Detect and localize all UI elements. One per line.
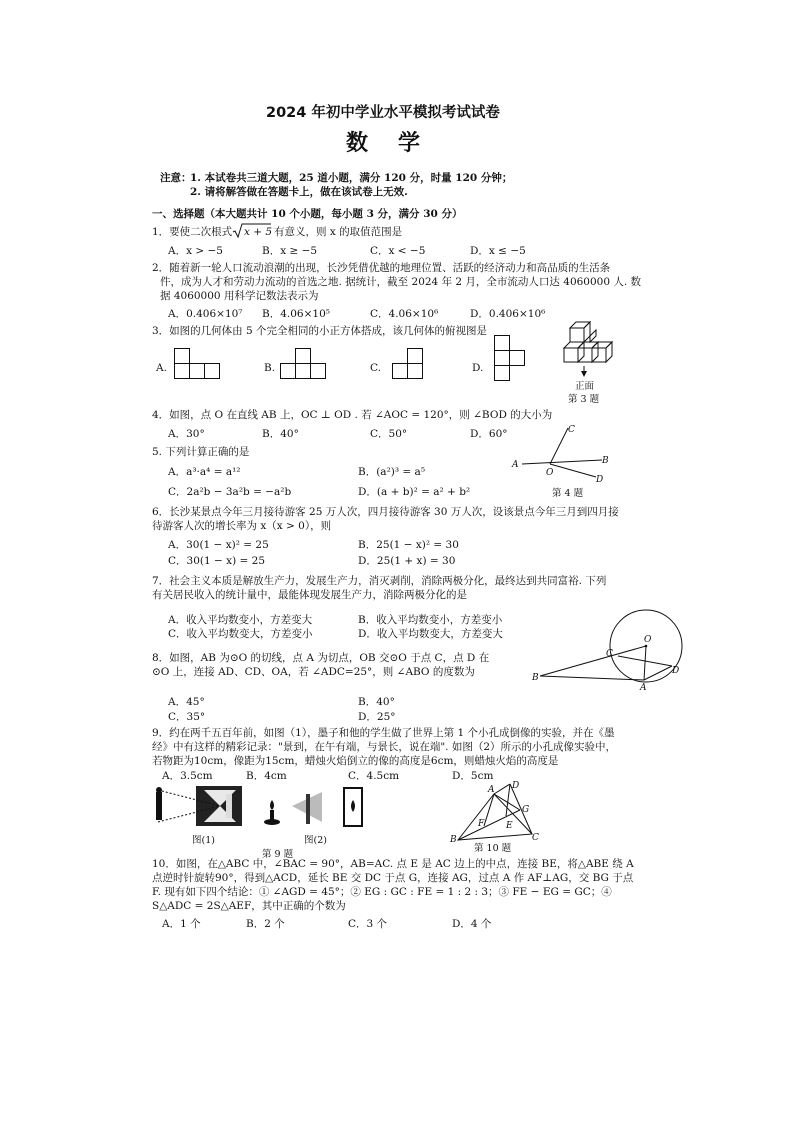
q10-point-g: G [522, 805, 530, 815]
notice-line-2: 2. 请将解答做在答题卡上，做在该试卷上无效. [190, 186, 408, 198]
q4-option-b[interactable]: B．40° [262, 428, 299, 440]
q4-figure [510, 422, 610, 484]
q1-option-b[interactable]: B．x ≥ −5 [262, 245, 318, 257]
q4-point-a: A [512, 460, 519, 470]
q8-option-d[interactable]: D．25° [358, 711, 396, 723]
q2-option-b[interactable]: B．4.06×10⁵ [262, 308, 330, 320]
notice-line-1: 1. 本试卷共三道大题，25 道小题，满分 120 分，时量 120 分钟； [190, 172, 513, 184]
q10-point-e: E [506, 821, 513, 831]
q1-option-d[interactable]: D．x ≤ −5 [470, 245, 526, 257]
q8-point-d: D [672, 666, 680, 676]
q10-option-b[interactable]: B．2 个 [246, 918, 285, 930]
q2-option-c[interactable]: C．4.06×10⁶ [370, 308, 439, 320]
q10-point-d: D [512, 781, 520, 791]
q8-option-a[interactable]: A．45° [168, 696, 205, 708]
q5-option-a[interactable]: A．a³·a⁴ = a¹² [168, 466, 241, 478]
q8-line-2: ⊙O 上，连接 AD、CD、OA，若 ∠ADC=25°，则 ∠ABO 的度数为 [152, 666, 475, 678]
q10-point-b: B [450, 835, 457, 845]
q3-front-label: 正面 [575, 381, 595, 392]
q8-point-b: B [532, 673, 539, 683]
q2-line-2: 件，成为人才和劳动力流动的首选之地. 据统计，截至 2024 年 2 月，全市流动人口达 4060000 人. 数 [160, 276, 642, 288]
q5-option-d[interactable]: D．(a + b)² = a² + b² [358, 486, 471, 498]
q8-line-1: 8．如图，AB 为⊙O 的切线，点 A 为切点，OB 交⊙O 于点 C，点 D 在 [152, 652, 490, 664]
q10-option-a[interactable]: A．1 个 [162, 918, 201, 930]
q4-option-c[interactable]: C．50° [370, 428, 408, 440]
q1-radicand: x + 5 [244, 226, 273, 238]
q3-option-d-label[interactable]: D. [472, 362, 484, 374]
q1-option-a[interactable]: A．x > −5 [168, 245, 223, 257]
q10-line-3: F. 现有如下四个结论：① ∠AGD = 45°；② EG : GC : FE = 1 : 2 : 3；③ FE − EG = GC；④ [152, 886, 612, 898]
q9-option-a[interactable]: A．3.5cm [162, 770, 213, 782]
q10-figure [448, 780, 548, 845]
q10-point-c: C [532, 833, 539, 843]
q8-figure [530, 614, 690, 694]
q9-option-c[interactable]: C．4.5cm [348, 770, 400, 782]
q8-point-c: C [606, 649, 613, 659]
q6-option-a[interactable]: A．30(1 − x)² = 25 [168, 539, 269, 551]
q1-stem-a: 1．要使二次根式 [152, 226, 233, 238]
q9-fig1-label: 图(1) [192, 835, 215, 846]
q5-option-c[interactable]: C．2a²b − 3a²b = −a²b [168, 486, 292, 498]
q4-point-c: C [568, 425, 575, 435]
q1-stem-b: 有意义，则 x 的取值范围是 [274, 226, 403, 238]
q6-option-c[interactable]: C．30(1 − x) = 25 [168, 555, 265, 567]
q3-stem: 3．如图的几何体由 5 个完全相同的小正方体搭成，该几何体的俯视图是 [152, 325, 488, 337]
q7-option-c[interactable]: C．收入平均数变大，方差变小 [168, 628, 313, 640]
q5-option-b[interactable]: B．(a²)³ = a⁵ [358, 466, 426, 478]
q8-option-c[interactable]: C．35° [168, 711, 206, 723]
q10-option-d[interactable]: D．4 个 [452, 918, 492, 930]
q4-stem: 4．如图，点 O 在直线 AB 上，OC ⊥ OD . 若 ∠AOC = 120°，则 ∠BOD 的大小为 [152, 409, 553, 421]
q9-line-1: 9．约在两千五百年前，如图（1），墨子和他的学生做了世界上第 1 个小孔成倒像的实验，并在《墨 [152, 727, 615, 739]
section-heading: 一、选择题（本大题共计 10 个小题，每小题 3 分，满分 30 分） [152, 208, 463, 220]
q3-option-c-label[interactable]: C. [370, 362, 381, 374]
q7-line-2: 有关居民收入的统计量中，最能体现发展生产力，消除两极分化的是 [152, 589, 467, 601]
q9-option-b[interactable]: B．4cm [246, 770, 287, 782]
q9-fig2-label: 图(2) [304, 835, 327, 846]
q3-option-a-label[interactable]: A. [156, 362, 167, 374]
q8-point-a: A [640, 683, 647, 693]
q3-option-b-label[interactable]: B. [264, 362, 276, 374]
q10-point-a: A [488, 785, 495, 795]
q4-caption: 第 4 题 [552, 488, 584, 499]
q4-point-b: B [602, 456, 609, 466]
q5-stem: 5. 下列计算正确的是 [152, 446, 250, 458]
q7-option-a[interactable]: A．收入平均数变小，方差变大 [168, 614, 313, 626]
q10-point-f: F [478, 819, 485, 829]
q7-option-b[interactable]: B．收入平均数变小，方差变小 [358, 614, 503, 626]
q4-point-o: O [546, 468, 554, 478]
q7-option-d[interactable]: D．收入平均数变大，方差变大 [358, 628, 503, 640]
subject-title: 数学 [346, 131, 451, 156]
q4-point-d: D [596, 475, 604, 485]
q9-figure-2 [262, 784, 372, 830]
q6-line-1: 6．长沙某景点今年三月接待游客 25 万人次，四月接待游客 30 万人次，设该景点今年三月到四月接 [152, 506, 619, 518]
q8-option-b[interactable]: B．40° [358, 696, 395, 708]
q3-solid-figure [560, 320, 620, 382]
q9-line-3: 若物距为10cm，像距为15cm，蜡烛火焰倒立的像的高度是6cm，则蜡烛火焰的高度是 [152, 755, 559, 767]
q10-caption: 第 10 题 [474, 843, 512, 854]
q9-caption: 第 9 题 [262, 849, 294, 860]
q3-caption: 第 3 题 [568, 394, 600, 405]
q6-option-d[interactable]: D．25(1 + x) = 30 [358, 555, 456, 567]
q9-figure-1 [152, 784, 252, 830]
q4-option-d[interactable]: D．60° [470, 428, 508, 440]
q2-option-a[interactable]: A．0.406×10⁷ [168, 308, 243, 320]
q2-line-1: 2．随着新一轮人口流动浪潮的出现，长沙凭借优越的地理位置、活跃的经济动力和高品质的生活条 [152, 262, 611, 274]
q2-line-3: 据 4060000 用科学记数法表示为 [160, 290, 319, 302]
q7-line-1: 7．社会主义本质是解放生产力，发展生产力，消灭剥削，消除两极分化，最终达到共同富裕. 下列 [152, 575, 607, 587]
q1-option-c[interactable]: C．x < −5 [370, 245, 426, 257]
q10-option-c[interactable]: C．3 个 [348, 918, 388, 930]
q2-option-d[interactable]: D．0.406×10⁶ [470, 308, 546, 320]
q6-option-b[interactable]: B．25(1 − x)² = 30 [358, 539, 459, 551]
q6-line-2: 待游客人次的增长率为 x（x > 0），则 [152, 520, 332, 532]
q10-line-1: 10．如图，在△ABC 中，∠BAC = 90°，AB=AC. 点 E 是 AC 边上的中点，连接 BE，将△ABE 绕 A [152, 858, 634, 870]
q10-line-2: 点逆时针旋转90°，得到△ACD，延长 BE 交 DC 于点 G，连接 AG，过点 A 作 AF⊥AG，交 BG 于点 [152, 872, 634, 884]
q10-line-4: S△ADC = 2S△AEF，其中正确的个数为 [152, 900, 346, 912]
q9-line-2: 经》中有这样的精彩记录："景到，在午有端，与景长，说在端". 如图（2）所示的小孔成像实验中， [152, 741, 617, 753]
q4-option-a[interactable]: A．30° [168, 428, 205, 440]
notice-label: 注意： [160, 172, 192, 184]
q9-option-d[interactable]: D．5cm [452, 770, 494, 782]
q8-point-o: O [644, 635, 652, 645]
exam-title: 2024 年初中学业水平模拟考试试卷 [266, 105, 500, 121]
